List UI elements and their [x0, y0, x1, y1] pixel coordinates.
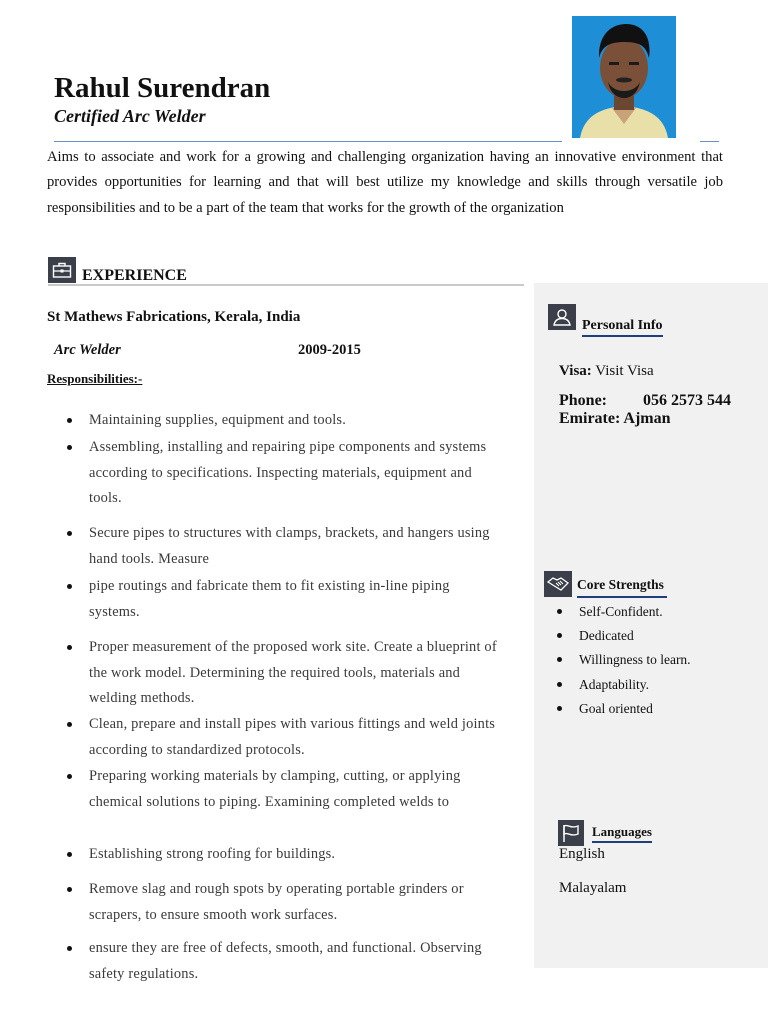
- phone-row: [559, 392, 731, 410]
- language-item: English: [559, 846, 605, 862]
- list-item: Adaptability.: [579, 676, 691, 700]
- flag-icon: [558, 820, 584, 846]
- company-name: St Mathews Fabrications, Kerala, India: [47, 309, 301, 325]
- experience-divider: [48, 284, 524, 286]
- list-item: Self-Confident.: [579, 603, 691, 627]
- list-item: Proper measurement of the proposed work site. Create a blueprint of the work model. Determining the required tools, materials and welding methods.: [89, 635, 499, 712]
- list-item: Clean, prepare and install pipes with various fittings and weld joints according to standardized protocols.: [89, 712, 499, 763]
- employment-years: 2009-2015: [298, 342, 361, 358]
- briefcase-icon: [48, 257, 76, 283]
- phone-number: 056 2573 544: [643, 392, 731, 409]
- job-title: Certified Arc Welder: [54, 106, 206, 126]
- visa-row: [559, 363, 654, 380]
- list-item: Preparing working materials by clamping, cutting, or applying chemical solutions to piping. Examining completed welds to: [89, 764, 499, 815]
- handshake-icon: [544, 571, 572, 597]
- list-item: pipe routings and fabricate them to fit existing in-line piping systems.: [89, 574, 499, 625]
- user-icon: [548, 304, 576, 330]
- list-item: Assembling, installing and repairing pipe components and systems according to specifications. Inspecting materials, equipment and tools.: [89, 435, 499, 512]
- languages-heading: Languages: [592, 824, 652, 843]
- career-objective: Aims to associate and work for a growing and challenging organization having an innovative environment that provides opportunities for learning and that will best utilize my knowledge and skills through versatile job responsibilities and to be a part of the team that works for the growth of the organization: [47, 149, 723, 216]
- personal-info-heading: Personal Info: [582, 318, 663, 337]
- experience-heading: EXPERIENCE: [82, 267, 187, 284]
- list-item: ensure they are free of defects, smooth, and functional. Observing safety regulations.: [89, 936, 499, 987]
- phone-label: Phone:: [559, 392, 607, 409]
- core-strengths-list: [579, 603, 691, 724]
- core-strengths-heading: Core Strengths: [577, 577, 667, 598]
- list-item: Establishing strong roofing for buildings.: [89, 842, 499, 868]
- emirate-row: Emirate: Ajman: [559, 410, 671, 427]
- visa-value: Visit Visa: [595, 363, 654, 379]
- header-divider: [54, 141, 562, 142]
- list-item: Goal oriented: [579, 700, 691, 724]
- candidate-name: Rahul Surendran: [54, 72, 271, 104]
- visa-label: Visa:: [559, 363, 592, 379]
- responsibilities-label: Responsibilities:-: [47, 371, 143, 386]
- list-item: Remove slag and rough spots by operating portable grinders or scrapers, to ensure smooth work surfaces.: [89, 877, 499, 928]
- list-item: Maintaining supplies, equipment and tools.: [89, 408, 499, 434]
- profile-photo: [572, 16, 676, 138]
- language-item: Malayalam: [559, 880, 627, 896]
- header-divider-end: [700, 141, 719, 142]
- list-item: Willingness to learn.: [579, 651, 691, 675]
- list-item: Secure pipes to structures with clamps, brackets, and hangers using hand tools. Measure: [89, 521, 499, 572]
- role-title: Arc Welder: [54, 342, 121, 358]
- list-item: Dedicated: [579, 627, 691, 651]
